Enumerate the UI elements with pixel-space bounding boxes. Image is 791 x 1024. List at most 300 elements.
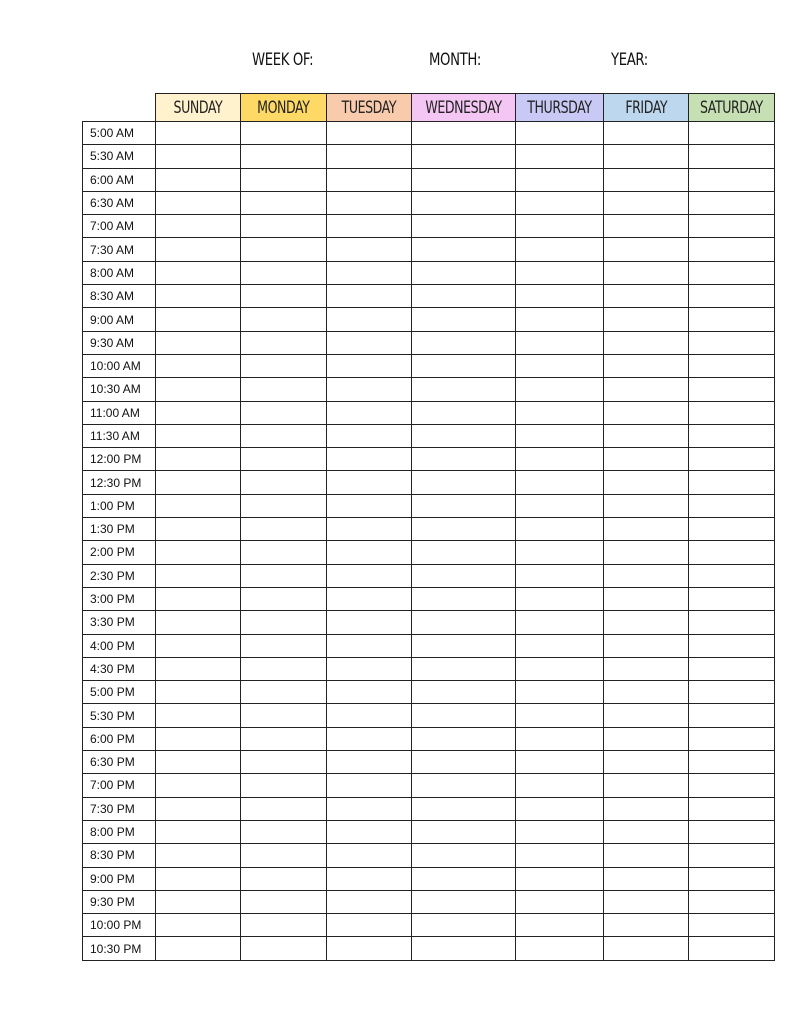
slot-wednesday[interactable] xyxy=(411,285,515,308)
slot-saturday[interactable] xyxy=(689,634,775,657)
slot-saturday[interactable] xyxy=(689,541,775,564)
slot-monday[interactable] xyxy=(241,914,326,937)
slot-wednesday[interactable] xyxy=(411,122,515,145)
time-label: 4:30 PM xyxy=(83,657,156,680)
slot-monday[interactable] xyxy=(241,471,326,494)
slot-wednesday[interactable] xyxy=(411,401,515,424)
slot-friday[interactable] xyxy=(603,122,688,145)
slot-tuesday[interactable] xyxy=(326,727,411,750)
slot-wednesday[interactable] xyxy=(411,844,515,867)
slot-monday[interactable] xyxy=(241,308,326,331)
slot-thursday[interactable] xyxy=(515,494,603,517)
slot-thursday[interactable] xyxy=(515,331,603,354)
slot-tuesday[interactable] xyxy=(326,820,411,843)
slot-saturday[interactable] xyxy=(689,774,775,797)
slot-saturday[interactable] xyxy=(689,261,775,284)
slot-sunday[interactable] xyxy=(156,471,241,494)
time-label: 11:00 AM xyxy=(83,401,156,424)
slot-wednesday[interactable] xyxy=(411,704,515,727)
slot-thursday[interactable] xyxy=(515,774,603,797)
slot-thursday[interactable] xyxy=(515,401,603,424)
slot-friday[interactable] xyxy=(603,308,688,331)
slot-sunday[interactable] xyxy=(156,657,241,680)
slot-monday[interactable] xyxy=(241,937,326,960)
slot-sunday[interactable] xyxy=(156,448,241,471)
slot-sunday[interactable] xyxy=(156,890,241,913)
time-label: 6:30 AM xyxy=(83,191,156,214)
slot-wednesday[interactable] xyxy=(411,168,515,191)
time-label: 7:30 PM xyxy=(83,797,156,820)
slot-tuesday[interactable] xyxy=(326,145,411,168)
slot-sunday[interactable] xyxy=(156,844,241,867)
slot-thursday[interactable] xyxy=(515,354,603,377)
time-label: 5:00 PM xyxy=(83,681,156,704)
slot-sunday[interactable] xyxy=(156,541,241,564)
slot-saturday[interactable] xyxy=(689,751,775,774)
time-label: 8:30 PM xyxy=(83,844,156,867)
slot-saturday[interactable] xyxy=(689,191,775,214)
slot-wednesday[interactable] xyxy=(411,145,515,168)
slot-thursday[interactable] xyxy=(515,797,603,820)
slot-wednesday[interactable] xyxy=(411,681,515,704)
slot-sunday[interactable] xyxy=(156,494,241,517)
slot-wednesday[interactable] xyxy=(411,215,515,238)
slot-monday[interactable] xyxy=(241,564,326,587)
slot-tuesday[interactable] xyxy=(326,844,411,867)
slot-tuesday[interactable] xyxy=(326,867,411,890)
slot-saturday[interactable] xyxy=(689,518,775,541)
slot-wednesday[interactable] xyxy=(411,191,515,214)
slot-monday[interactable] xyxy=(241,145,326,168)
slot-thursday[interactable] xyxy=(515,378,603,401)
slot-thursday[interactable] xyxy=(515,751,603,774)
slot-tuesday[interactable] xyxy=(326,797,411,820)
slot-wednesday[interactable] xyxy=(411,634,515,657)
time-label: 9:00 PM xyxy=(83,867,156,890)
slot-friday[interactable] xyxy=(603,191,688,214)
slot-tuesday[interactable] xyxy=(326,541,411,564)
slot-tuesday[interactable] xyxy=(326,448,411,471)
slot-thursday[interactable] xyxy=(515,914,603,937)
slot-saturday[interactable] xyxy=(689,448,775,471)
slot-sunday[interactable] xyxy=(156,331,241,354)
time-row xyxy=(83,867,775,890)
slot-tuesday[interactable] xyxy=(326,494,411,517)
slot-thursday[interactable] xyxy=(515,261,603,284)
slot-sunday[interactable] xyxy=(156,191,241,214)
slot-saturday[interactable] xyxy=(689,820,775,843)
slot-sunday[interactable] xyxy=(156,308,241,331)
day-header-monday xyxy=(241,94,326,122)
slot-thursday[interactable] xyxy=(515,820,603,843)
slot-friday[interactable] xyxy=(603,168,688,191)
slot-saturday[interactable] xyxy=(689,354,775,377)
slot-sunday[interactable] xyxy=(156,401,241,424)
time-row xyxy=(83,494,775,517)
slot-saturday[interactable] xyxy=(689,378,775,401)
slot-thursday[interactable] xyxy=(515,285,603,308)
slot-wednesday[interactable] xyxy=(411,820,515,843)
slot-saturday[interactable] xyxy=(689,145,775,168)
slot-monday[interactable] xyxy=(241,401,326,424)
slot-saturday[interactable] xyxy=(689,727,775,750)
slot-saturday[interactable] xyxy=(689,914,775,937)
slot-tuesday[interactable] xyxy=(326,564,411,587)
slot-monday[interactable] xyxy=(241,611,326,634)
time-row xyxy=(83,844,775,867)
slot-tuesday[interactable] xyxy=(326,424,411,447)
slot-friday[interactable] xyxy=(603,657,688,680)
slot-sunday[interactable] xyxy=(156,378,241,401)
slot-thursday[interactable] xyxy=(515,657,603,680)
slot-tuesday[interactable] xyxy=(326,471,411,494)
slot-thursday[interactable] xyxy=(515,518,603,541)
slot-sunday[interactable] xyxy=(156,751,241,774)
slot-sunday[interactable] xyxy=(156,238,241,261)
slot-tuesday[interactable] xyxy=(326,611,411,634)
time-row xyxy=(83,191,775,214)
slot-monday[interactable] xyxy=(241,774,326,797)
slot-sunday[interactable] xyxy=(156,518,241,541)
time-row xyxy=(83,122,775,145)
slot-sunday[interactable] xyxy=(156,564,241,587)
slot-friday[interactable] xyxy=(603,471,688,494)
slot-saturday[interactable] xyxy=(689,681,775,704)
slot-wednesday[interactable] xyxy=(411,657,515,680)
slot-saturday[interactable] xyxy=(689,564,775,587)
slot-monday[interactable] xyxy=(241,494,326,517)
slot-tuesday[interactable] xyxy=(326,681,411,704)
slot-thursday[interactable] xyxy=(515,215,603,238)
slot-wednesday[interactable] xyxy=(411,424,515,447)
slot-thursday[interactable] xyxy=(515,541,603,564)
slot-monday[interactable] xyxy=(241,378,326,401)
time-label: 7:00 AM xyxy=(83,215,156,238)
slot-monday[interactable] xyxy=(241,820,326,843)
slot-monday[interactable] xyxy=(241,727,326,750)
time-row xyxy=(83,751,775,774)
slot-wednesday[interactable] xyxy=(411,471,515,494)
time-label: 8:00 PM xyxy=(83,820,156,843)
slot-monday[interactable] xyxy=(241,168,326,191)
slot-thursday[interactable] xyxy=(515,867,603,890)
slot-tuesday[interactable] xyxy=(326,401,411,424)
slot-sunday[interactable] xyxy=(156,587,241,610)
slot-saturday[interactable] xyxy=(689,587,775,610)
time-label: 8:30 AM xyxy=(83,285,156,308)
slot-saturday[interactable] xyxy=(689,937,775,960)
slot-saturday[interactable] xyxy=(689,704,775,727)
slot-wednesday[interactable] xyxy=(411,308,515,331)
slot-wednesday[interactable] xyxy=(411,797,515,820)
slot-saturday[interactable] xyxy=(689,168,775,191)
day-header-friday xyxy=(603,94,688,122)
slot-saturday[interactable] xyxy=(689,657,775,680)
slot-sunday[interactable] xyxy=(156,634,241,657)
day-label: MONDAY xyxy=(257,97,310,118)
slot-monday[interactable] xyxy=(241,424,326,447)
slot-thursday[interactable] xyxy=(515,727,603,750)
time-label: 5:30 PM xyxy=(83,704,156,727)
slot-saturday[interactable] xyxy=(689,611,775,634)
time-row xyxy=(83,704,775,727)
slot-tuesday[interactable] xyxy=(326,657,411,680)
slot-thursday[interactable] xyxy=(515,168,603,191)
slot-thursday[interactable] xyxy=(515,122,603,145)
slot-wednesday[interactable] xyxy=(411,774,515,797)
weekly-planner-grid xyxy=(82,93,775,961)
slot-thursday[interactable] xyxy=(515,587,603,610)
slot-monday[interactable] xyxy=(241,191,326,214)
slot-wednesday[interactable] xyxy=(411,611,515,634)
slot-wednesday[interactable] xyxy=(411,867,515,890)
slot-tuesday[interactable] xyxy=(326,634,411,657)
slot-saturday[interactable] xyxy=(689,844,775,867)
slot-sunday[interactable] xyxy=(156,704,241,727)
slot-monday[interactable] xyxy=(241,867,326,890)
slot-friday[interactable] xyxy=(603,285,688,308)
slot-wednesday[interactable] xyxy=(411,727,515,750)
slot-sunday[interactable] xyxy=(156,797,241,820)
slot-friday[interactable] xyxy=(603,238,688,261)
slot-tuesday[interactable] xyxy=(326,191,411,214)
slot-thursday[interactable] xyxy=(515,471,603,494)
slot-monday[interactable] xyxy=(241,518,326,541)
slot-monday[interactable] xyxy=(241,587,326,610)
slot-friday[interactable] xyxy=(603,331,688,354)
slot-thursday[interactable] xyxy=(515,611,603,634)
slot-friday[interactable] xyxy=(603,797,688,820)
slot-wednesday[interactable] xyxy=(411,261,515,284)
slot-tuesday[interactable] xyxy=(326,261,411,284)
slot-thursday[interactable] xyxy=(515,634,603,657)
slot-saturday[interactable] xyxy=(689,797,775,820)
slot-saturday[interactable] xyxy=(689,401,775,424)
slot-wednesday[interactable] xyxy=(411,937,515,960)
slot-friday[interactable] xyxy=(603,914,688,937)
slot-thursday[interactable] xyxy=(515,890,603,913)
slot-tuesday[interactable] xyxy=(326,238,411,261)
slot-monday[interactable] xyxy=(241,331,326,354)
time-row xyxy=(83,215,775,238)
day-label: THURSDAY xyxy=(527,97,592,118)
slot-tuesday[interactable] xyxy=(326,122,411,145)
slot-monday[interactable] xyxy=(241,261,326,284)
slot-tuesday[interactable] xyxy=(326,285,411,308)
slot-sunday[interactable] xyxy=(156,354,241,377)
slot-tuesday[interactable] xyxy=(326,704,411,727)
slot-thursday[interactable] xyxy=(515,238,603,261)
time-label: 12:30 PM xyxy=(83,471,156,494)
time-row xyxy=(83,285,775,308)
time-row xyxy=(83,890,775,913)
slot-friday[interactable] xyxy=(603,518,688,541)
slot-wednesday[interactable] xyxy=(411,518,515,541)
slot-monday[interactable] xyxy=(241,238,326,261)
slot-wednesday[interactable] xyxy=(411,448,515,471)
slot-friday[interactable] xyxy=(603,448,688,471)
slot-tuesday[interactable] xyxy=(326,308,411,331)
slot-wednesday[interactable] xyxy=(411,378,515,401)
time-row xyxy=(83,797,775,820)
slot-wednesday[interactable] xyxy=(411,587,515,610)
slot-saturday[interactable] xyxy=(689,285,775,308)
slot-thursday[interactable] xyxy=(515,937,603,960)
slot-saturday[interactable] xyxy=(689,471,775,494)
slot-friday[interactable] xyxy=(603,681,688,704)
slot-tuesday[interactable] xyxy=(326,890,411,913)
slot-sunday[interactable] xyxy=(156,424,241,447)
slot-tuesday[interactable] xyxy=(326,168,411,191)
slot-tuesday[interactable] xyxy=(326,587,411,610)
slot-sunday[interactable] xyxy=(156,215,241,238)
slot-friday[interactable] xyxy=(603,587,688,610)
day-header-sunday xyxy=(156,94,241,122)
slot-monday[interactable] xyxy=(241,797,326,820)
slot-sunday[interactable] xyxy=(156,611,241,634)
slot-thursday[interactable] xyxy=(515,681,603,704)
slot-thursday[interactable] xyxy=(515,308,603,331)
slot-friday[interactable] xyxy=(603,611,688,634)
time-row xyxy=(83,424,775,447)
day-header-tuesday xyxy=(326,94,411,122)
slot-sunday[interactable] xyxy=(156,168,241,191)
time-label: 1:30 PM xyxy=(83,518,156,541)
slot-wednesday[interactable] xyxy=(411,331,515,354)
time-row xyxy=(83,774,775,797)
slot-thursday[interactable] xyxy=(515,145,603,168)
slot-wednesday[interactable] xyxy=(411,914,515,937)
slot-monday[interactable] xyxy=(241,122,326,145)
time-row xyxy=(83,657,775,680)
time-row xyxy=(83,727,775,750)
slot-friday[interactable] xyxy=(603,494,688,517)
slot-sunday[interactable] xyxy=(156,820,241,843)
slot-saturday[interactable] xyxy=(689,890,775,913)
slot-thursday[interactable] xyxy=(515,424,603,447)
time-label: 6:00 PM xyxy=(83,727,156,750)
slot-friday[interactable] xyxy=(603,820,688,843)
slot-tuesday[interactable] xyxy=(326,354,411,377)
slot-friday[interactable] xyxy=(603,774,688,797)
time-label: 6:00 AM xyxy=(83,168,156,191)
slot-tuesday[interactable] xyxy=(326,518,411,541)
slot-monday[interactable] xyxy=(241,751,326,774)
slot-sunday[interactable] xyxy=(156,122,241,145)
slot-wednesday[interactable] xyxy=(411,751,515,774)
time-row xyxy=(83,518,775,541)
slot-tuesday[interactable] xyxy=(326,914,411,937)
slot-friday[interactable] xyxy=(603,867,688,890)
slot-friday[interactable] xyxy=(603,261,688,284)
slot-wednesday[interactable] xyxy=(411,890,515,913)
slot-saturday[interactable] xyxy=(689,122,775,145)
time-label: 5:30 AM xyxy=(83,145,156,168)
slot-thursday[interactable] xyxy=(515,448,603,471)
slot-friday[interactable] xyxy=(603,378,688,401)
slot-sunday[interactable] xyxy=(156,867,241,890)
slot-tuesday[interactable] xyxy=(326,331,411,354)
slot-saturday[interactable] xyxy=(689,424,775,447)
slot-friday[interactable] xyxy=(603,215,688,238)
slot-saturday[interactable] xyxy=(689,238,775,261)
slot-sunday[interactable] xyxy=(156,285,241,308)
slot-monday[interactable] xyxy=(241,704,326,727)
slot-monday[interactable] xyxy=(241,681,326,704)
time-row xyxy=(83,820,775,843)
slot-saturday[interactable] xyxy=(689,867,775,890)
slot-monday[interactable] xyxy=(241,354,326,377)
slot-tuesday[interactable] xyxy=(326,751,411,774)
slot-friday[interactable] xyxy=(603,634,688,657)
time-label: 10:00 PM xyxy=(83,914,156,937)
slot-thursday[interactable] xyxy=(515,704,603,727)
time-label: 3:00 PM xyxy=(83,587,156,610)
slot-monday[interactable] xyxy=(241,844,326,867)
slot-tuesday[interactable] xyxy=(326,215,411,238)
slot-sunday[interactable] xyxy=(156,914,241,937)
slot-thursday[interactable] xyxy=(515,564,603,587)
slot-thursday[interactable] xyxy=(515,844,603,867)
slot-saturday[interactable] xyxy=(689,331,775,354)
slot-tuesday[interactable] xyxy=(326,937,411,960)
slot-friday[interactable] xyxy=(603,937,688,960)
slot-monday[interactable] xyxy=(241,285,326,308)
slot-monday[interactable] xyxy=(241,448,326,471)
slot-friday[interactable] xyxy=(603,145,688,168)
slot-friday[interactable] xyxy=(603,541,688,564)
slot-saturday[interactable] xyxy=(689,494,775,517)
slot-friday[interactable] xyxy=(603,354,688,377)
slot-wednesday[interactable] xyxy=(411,494,515,517)
time-row xyxy=(83,564,775,587)
slot-thursday[interactable] xyxy=(515,191,603,214)
slot-monday[interactable] xyxy=(241,634,326,657)
slot-friday[interactable] xyxy=(603,727,688,750)
time-label: 2:30 PM xyxy=(83,564,156,587)
time-label: 5:00 AM xyxy=(83,122,156,145)
slot-friday[interactable] xyxy=(603,424,688,447)
slot-sunday[interactable] xyxy=(156,727,241,750)
slot-wednesday[interactable] xyxy=(411,564,515,587)
slot-sunday[interactable] xyxy=(156,774,241,797)
slot-monday[interactable] xyxy=(241,657,326,680)
slot-monday[interactable] xyxy=(241,890,326,913)
time-row xyxy=(83,308,775,331)
slot-saturday[interactable] xyxy=(689,308,775,331)
slot-sunday[interactable] xyxy=(156,681,241,704)
slot-sunday[interactable] xyxy=(156,145,241,168)
time-row xyxy=(83,471,775,494)
slot-friday[interactable] xyxy=(603,401,688,424)
slot-friday[interactable] xyxy=(603,564,688,587)
slot-monday[interactable] xyxy=(241,541,326,564)
slot-friday[interactable] xyxy=(603,704,688,727)
slot-friday[interactable] xyxy=(603,890,688,913)
slot-wednesday[interactable] xyxy=(411,238,515,261)
slot-wednesday[interactable] xyxy=(411,541,515,564)
slot-tuesday[interactable] xyxy=(326,774,411,797)
slot-monday[interactable] xyxy=(241,215,326,238)
slot-friday[interactable] xyxy=(603,844,688,867)
slot-sunday[interactable] xyxy=(156,937,241,960)
slot-saturday[interactable] xyxy=(689,215,775,238)
slot-tuesday[interactable] xyxy=(326,378,411,401)
slot-friday[interactable] xyxy=(603,751,688,774)
day-header-saturday xyxy=(689,94,775,122)
slot-sunday[interactable] xyxy=(156,261,241,284)
slot-wednesday[interactable] xyxy=(411,354,515,377)
